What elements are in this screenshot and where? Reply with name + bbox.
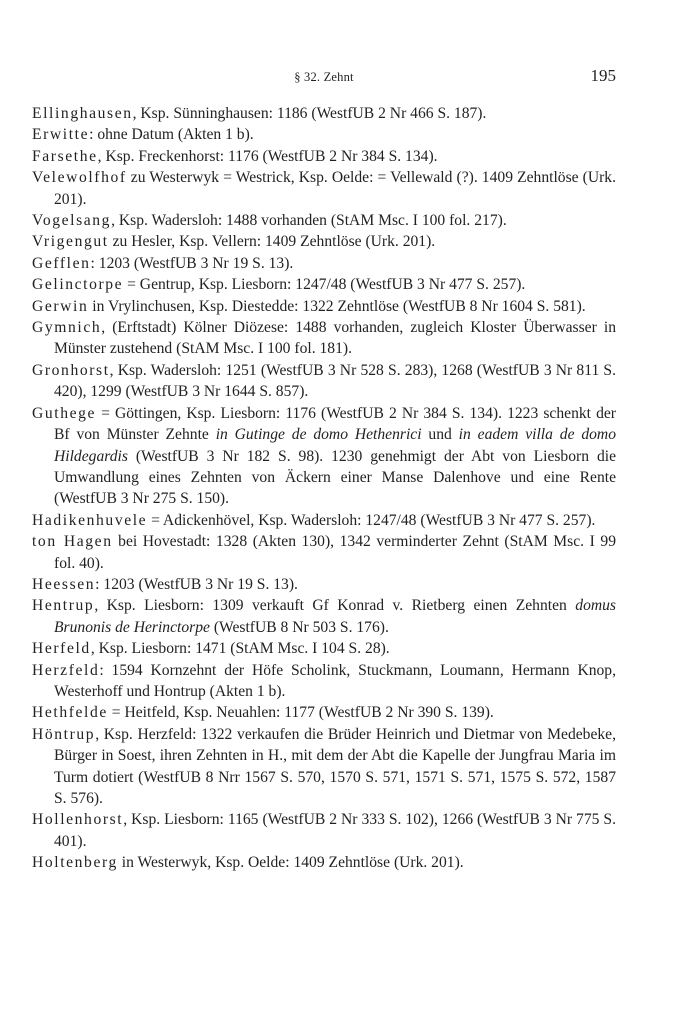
entry	[32, 574, 616, 595]
entry	[32, 253, 616, 274]
entry	[32, 167, 616, 210]
section-title: § 32. Zehnt	[294, 70, 354, 84]
entry-headword: Ellinghausen	[32, 105, 133, 122]
entry-text: , Ksp. Liesborn: 1309 verkauft Gf Konrad v. Rietberg einen Zehnten	[94, 597, 576, 615]
entry-text: , Ksp. Sünninghausen: 1186 (WestfUB 2 Nr 466 S. 187).	[132, 105, 487, 122]
entry-headword: Höntrup	[32, 725, 96, 743]
entry-headword: Velewolfhof	[32, 169, 127, 187]
entry-headword: Vogelsang	[32, 212, 112, 230]
entry-text: = Göttingen, Ksp. Liesborn: 1176 (WestfUB 2 Nr 384 S. 134). 1223 schenkt der Bf von Münster Zehnte	[54, 404, 616, 444]
entry-text: zu Hesler, Ksp. Vellern: 1409 Zehntlöse (Urk. 201).	[108, 233, 436, 251]
entry-text: in Westerwyk, Ksp. Oelde: 1409 Zehntlöse (Urk. 201).	[117, 854, 464, 872]
entry	[32, 296, 616, 317]
entry-text: , Ksp. Liesborn: 1165 (WestfUB 2 Nr 333 S. 102), 1266 (WestfUB 3 Nr 775 S. 401).	[54, 811, 616, 850]
entry	[32, 510, 616, 531]
entry	[32, 852, 616, 873]
entry-text: : 1203 (WestfUB 3 Nr 19 S. 13).	[90, 254, 294, 272]
entry-text: , Ksp. Liesborn: 1471 (StAM Msc. I 104 S. 28).	[90, 640, 390, 658]
entry-text: in Vrylinchusen, Ksp. Diestedde: 1322 Zehntlöse (WestfUB 8 Nr 1604 S. 581).	[88, 297, 586, 315]
entry-text: = Heitfeld, Ksp. Neuahlen: 1177 (WestfUB 2 Nr 390 S. 139).	[107, 704, 494, 722]
entry	[32, 210, 616, 231]
entry-text: (WestfUB 3 Nr 182 S. 98). 1230 genehmigt der Abt von Liesborn die Umwandlung eines Zehnten von Äckern einer Manse Dalenhove und eine Rente (WestfUB 3 Nr 275 S. 150).	[54, 447, 616, 508]
entry-headword: Hentrup	[32, 597, 95, 615]
entry	[32, 531, 616, 574]
entry-text: , (Erftstadt) Kölner Diözese: 1488 vorhanden, zugleich Kloster Überwasser in Münster zustehend (StAM Msc. I 100 fol. 181).	[54, 319, 616, 358]
entry-text: , Ksp. Herzfeld: 1322 verkaufen die Brüder Heinrich und Dietmar von Medebeke, Bürger in Soest, ihren Zehnten in H., mit dem der Abt die Kapelle der Jungfrau Maria im Turm dotiert (WestfUB 8 Nrr 1567 S. 570, 1570 S. 571, 1571 S. 571, 1575 S. 572, 1587 S. 576).	[54, 725, 616, 807]
entry	[32, 146, 616, 167]
entry-list	[32, 103, 616, 874]
entry	[32, 724, 616, 810]
entry-headword: Gefflen	[32, 254, 91, 272]
entry-headword: Vrigengut	[32, 233, 109, 251]
entry	[32, 809, 616, 852]
entry-text: , Ksp. Freckenhorst: 1176 (WestfUB 2 Nr 384 S. 134).	[97, 147, 438, 165]
entry-headword: Herfeld	[32, 640, 91, 658]
entry-text: = Gentrup, Ksp. Liesborn: 1247/48 (WestfUB 3 Nr 477 S. 257).	[123, 276, 526, 294]
entry-text: und	[421, 426, 459, 444]
entry-text: , Ksp. Wadersloh: 1488 vorhanden (StAM Msc. I 100 fol. 217).	[111, 212, 507, 230]
entry-headword: Heessen	[32, 575, 96, 593]
entry-text: : ohne Datum (Akten 1 b).	[89, 126, 254, 144]
entry-text: zu Westerwyk = Westrick, Ksp. Oelde: = Vellewald (?). 1409 Zehntlöse (Urk. 201).	[54, 169, 616, 208]
entry-headword: Gymnich	[32, 319, 102, 337]
entry	[32, 660, 616, 703]
entry-headword: ton Hagen	[32, 533, 113, 551]
entry-headword: Hadikenhuvele	[32, 511, 148, 529]
entry-headword: Guthege	[32, 404, 97, 422]
entry-headword: Herzfeld	[32, 661, 100, 679]
entry	[32, 231, 616, 252]
entry-headword: Gronhorst	[32, 361, 110, 379]
entry	[32, 103, 616, 124]
entry-headword: Hollenhorst	[32, 811, 124, 829]
entry-text: , Ksp. Wadersloh: 1251 (WestfUB 3 Nr 528 S. 283), 1268 (WestfUB 3 Nr 811 S. 420), 1299 (WestfUB 3 Nr 1644 S. 857).	[54, 361, 616, 401]
entry	[32, 274, 616, 295]
entry-text-italic: in eadem villa de domo Hildegardis	[54, 426, 616, 465]
entry	[32, 403, 616, 510]
entry	[32, 360, 616, 403]
page-number: 195	[590, 66, 616, 85]
entry-text-italic: domus Brunonis de Herinctorpe	[54, 597, 616, 636]
entry	[32, 638, 616, 659]
entry-headword: Holtenberg	[32, 854, 118, 872]
running-head	[32, 66, 616, 88]
entry	[32, 595, 616, 638]
entry	[32, 317, 616, 360]
entry-headword: Hethfelde	[32, 704, 108, 722]
entry-text: : 1203 (WestfUB 3 Nr 19 S. 13).	[95, 575, 298, 593]
entry-headword: Gelinctorpe	[32, 276, 124, 294]
entry-text-italic: in Gutinge de domo Hethenrici	[215, 426, 422, 444]
entry-text: : 1594 Kornzehnt der Höfe Scholink, Stuckmann, Loumann, Hermann Knop, Westerhoff und Hontrup (Akten 1 b).	[54, 661, 616, 700]
entry-text: bei Hovestadt: 1328 (Akten 130), 1342 verminderter Zehnt (StAM Msc. I 99 fol. 40).	[54, 533, 616, 572]
entry-headword: Gerwin	[32, 297, 89, 315]
entry	[32, 124, 616, 145]
entry-text: (WestfUB 8 Nr 503 S. 176).	[209, 618, 389, 636]
entry-headword: Erwitte	[32, 126, 90, 144]
entry-text: = Adickenhövel, Ksp. Wadersloh: 1247/48 (WestfUB 3 Nr 477 S. 257).	[147, 511, 596, 529]
entry	[32, 702, 616, 723]
entry-headword: Farsethe	[32, 147, 98, 165]
